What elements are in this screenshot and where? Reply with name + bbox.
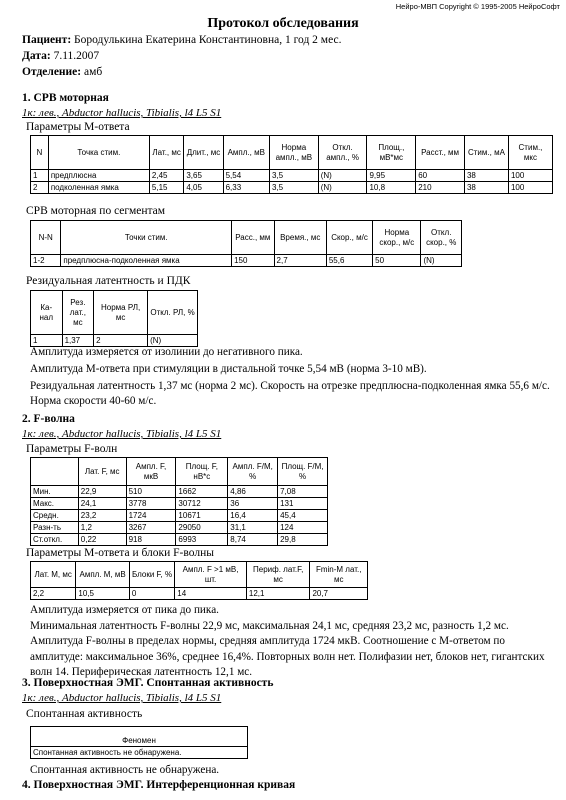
table-header-cell: Ампл., мВ — [223, 136, 269, 170]
table-header-cell: Откл. скор., % — [421, 221, 462, 255]
section-4-title: 4. Поверхностная ЭМГ. Интерференционная кривая — [22, 779, 296, 791]
table-cell: 24,1 — [78, 498, 126, 510]
table-header-cell: Скор., м/с — [326, 221, 372, 255]
table-header-row — [31, 291, 198, 335]
table-cell: 4,86 — [228, 486, 278, 498]
spontaneous-table — [30, 726, 248, 759]
table-cell: 2,45 — [149, 170, 183, 182]
table-header-cell: Откл. РЛ, % — [148, 291, 198, 335]
f-waves-table — [30, 457, 328, 546]
segments-table — [30, 220, 462, 267]
s2-paragraph-1: Амплитуда измеряется от пика до пика. — [30, 604, 219, 616]
table-cell: 9,95 — [367, 170, 416, 182]
table-cell: (N) — [318, 182, 367, 194]
table-cell: 60 — [416, 170, 465, 182]
table-cell: 3778 — [126, 498, 176, 510]
table-cell: 10,5 — [76, 588, 129, 600]
table-header-cell: Блоки F, % — [129, 562, 174, 588]
table-row — [31, 588, 368, 600]
table-cell: 100 — [508, 170, 552, 182]
table-cell: 3,5 — [269, 170, 318, 182]
s1-paragraph-2: Амплитуда М-ответа при стимуляции в дистальной точке 5,54 мВ (норма 3-10 мВ). — [30, 363, 427, 375]
table-row — [31, 255, 462, 267]
section-2-title: 2. F-волна — [22, 413, 75, 425]
table-cell: 1-2 — [31, 255, 61, 267]
section-2-subtitle: 1к: лев., Abductor hallucis, Tibialis, l4 L5 S1 — [22, 428, 222, 440]
table-header-cell: Ка- нал — [31, 291, 63, 335]
table-cell: Макс. — [31, 498, 79, 510]
table-row — [31, 182, 553, 194]
table-cell: 0 — [129, 588, 174, 600]
s2-paragraph-2: Минимальная латентность F-волны 22,9 мс, максимальная 24,1 мс, средняя 23,2 мс, разность 1,2 мс. Амплитуда F-волны в пределах нормы, средняя амплитуда 1724 мкВ. Соотношение с М-ответом по амплитуде: максимальное 36%, среднее 16,4%. Повторных волн нет. Полифазии нет, блоков нет, гигантских волн 14. Периферическая латентность 12,1 мс. — [30, 620, 545, 679]
table-header-cell: N — [31, 136, 49, 170]
table-header-cell: Периф. лат.F, мс — [246, 562, 310, 588]
table-header-cell: Расс., мм — [232, 221, 274, 255]
f-waves-caption: Параметры F-волн — [26, 443, 118, 455]
table-cell: 2 — [31, 182, 49, 194]
segments-caption: СРВ моторная по сегментам — [26, 205, 166, 217]
table-header-row — [31, 727, 248, 747]
section-1-title: 1. СРВ моторная — [22, 92, 109, 104]
table-header-cell: Феномен — [31, 727, 248, 747]
table-cell: 7,08 — [278, 486, 328, 498]
m-response-blocks-table — [30, 561, 368, 600]
s3-paragraph-1: Спонтанная активность не обнаружена. — [30, 764, 220, 776]
table-cell: 29050 — [176, 522, 228, 534]
table-header-cell: Время., мс — [274, 221, 326, 255]
table-cell: 0,22 — [78, 534, 126, 546]
table-row — [31, 498, 328, 510]
table-header-cell: Площ. F/M, % — [278, 458, 328, 486]
table-cell: 4,05 — [184, 182, 223, 194]
table-header-cell: Лат. М, мс — [31, 562, 76, 588]
table-row — [31, 747, 248, 759]
table-header-cell: Рез. лат., мс — [62, 291, 94, 335]
table-header-cell: Норма ампл., мВ — [269, 136, 318, 170]
m-response-caption: Параметры М-ответа — [26, 121, 130, 133]
table-cell: 31,1 — [228, 522, 278, 534]
table-cell: 38 — [464, 170, 508, 182]
section-1-subtitle: 1к: лев., Abductor hallucis, Tibialis, l4 L5 S1 — [22, 107, 222, 119]
s1-paragraph-3: Резидуальная латентность 1,37 мс (норма 2 мс). Скорость на отрезке предплюсна-подколенная ямка 55,6 м/с. Норма скорости 40-60 м/с. — [30, 380, 550, 408]
table-cell: Спонтанная активность не обнаружена. — [31, 747, 248, 759]
m-response-table — [30, 135, 553, 194]
table-cell: 12,1 — [246, 588, 310, 600]
table-header-cell: Площ., мВ*мс — [367, 136, 416, 170]
date-line: Дата: 7.11.2007 — [22, 50, 100, 62]
table-header-cell: Ампл. F, мкВ — [126, 458, 176, 486]
table-cell: 10671 — [176, 510, 228, 522]
table-row — [31, 510, 328, 522]
table-cell: 23,2 — [78, 510, 126, 522]
residual-latency-caption: Резидуальная латентность и ПДК — [26, 275, 191, 287]
table-header-cell: Расст., мм — [416, 136, 465, 170]
table-header-cell: Норма РЛ, мс — [94, 291, 148, 335]
table-row — [31, 534, 328, 546]
table-cell: 3,65 — [184, 170, 223, 182]
table-cell: 36 — [228, 498, 278, 510]
table-header-row — [31, 562, 368, 588]
table-cell: 210 — [416, 182, 465, 194]
table-header-row — [31, 221, 462, 255]
spontaneous-caption: Спонтанная активность — [26, 708, 143, 720]
table-cell: 6,33 — [223, 182, 269, 194]
table-cell: 38 — [464, 182, 508, 194]
table-row — [31, 486, 328, 498]
table-cell: 1 — [31, 170, 49, 182]
table-row — [31, 522, 328, 534]
table-row — [31, 170, 553, 182]
table-cell: 5,54 — [223, 170, 269, 182]
table-header-row — [31, 136, 553, 170]
table-cell: 1,37 — [62, 335, 94, 347]
table-cell: 6993 — [176, 534, 228, 546]
section-3-title: 3. Поверхностная ЭМГ. Спонтанная активность — [22, 677, 274, 689]
table-cell: 45,4 — [278, 510, 328, 522]
table-cell: (N) — [318, 170, 367, 182]
table-cell: (N) — [421, 255, 462, 267]
table-header-cell: Стим., мкс — [508, 136, 552, 170]
table-header-cell: Норма скор., м/с — [373, 221, 421, 255]
table-cell: 29,8 — [278, 534, 328, 546]
table-cell: (N) — [148, 335, 198, 347]
table-header-cell: Лат., мс — [149, 136, 183, 170]
table-header-cell: Ампл. F/M, % — [228, 458, 278, 486]
table-cell: 5,15 — [149, 182, 183, 194]
table-header-cell: Fmin-M лат., мс — [310, 562, 368, 588]
s1-paragraph-1: Амплитуда измеряется от изолинии до негативного пика. — [30, 346, 303, 358]
table-cell: 3267 — [126, 522, 176, 534]
residual-latency-table — [30, 290, 198, 347]
table-cell: 8,74 — [228, 534, 278, 546]
table-cell: 16,4 — [228, 510, 278, 522]
table-cell: Разн-ть — [31, 522, 79, 534]
patient-line: Пациент: Бородулькина Екатерина Константиновна, 1 год 2 мес. — [22, 34, 342, 46]
table-header-cell: N-N — [31, 221, 61, 255]
table-cell: 124 — [278, 522, 328, 534]
section-3-subtitle: 1к: лев., Abductor hallucis, Tibialis, l4 L5 S1 — [22, 692, 222, 704]
table-cell: 2,2 — [31, 588, 76, 600]
table-cell: 55,6 — [326, 255, 372, 267]
table-cell: 10,8 — [367, 182, 416, 194]
department-line: Отделение: амб — [22, 66, 103, 78]
table-header-cell: Точка стим. — [48, 136, 149, 170]
table-cell: 2 — [94, 335, 148, 347]
table-cell: предплюсна — [48, 170, 149, 182]
table-header-cell: Ампл. М, мВ — [76, 562, 129, 588]
table-cell: 14 — [175, 588, 247, 600]
table-cell: 918 — [126, 534, 176, 546]
table-cell: Мин. — [31, 486, 79, 498]
table-cell: Средн. — [31, 510, 79, 522]
table-cell: 100 — [508, 182, 552, 194]
table-cell: предплюсна-подколенная ямка — [61, 255, 232, 267]
table-cell: 1,2 — [78, 522, 126, 534]
table-header-cell: Длит., мс — [184, 136, 223, 170]
table-header-cell: Ампл. F >1 мВ, шт. — [175, 562, 247, 588]
table-header-cell: Площ. F, нВ*с — [176, 458, 228, 486]
table-cell: 3,5 — [269, 182, 318, 194]
page-title: Протокол обследования — [207, 16, 359, 31]
table-cell: 20,7 — [310, 588, 368, 600]
table-cell: подколенная ямка — [48, 182, 149, 194]
table-header-cell: Стим., мА — [464, 136, 508, 170]
table-cell: 50 — [373, 255, 421, 267]
m-response-blocks-caption: Параметры М-ответа и блоки F-волны — [26, 547, 214, 559]
table-cell: 1 — [31, 335, 63, 347]
table-cell: 30712 — [176, 498, 228, 510]
table-header-cell: Точки стим. — [61, 221, 232, 255]
table-cell: 1724 — [126, 510, 176, 522]
table-cell: 22,9 — [78, 486, 126, 498]
table-cell: 131 — [278, 498, 328, 510]
table-cell: 510 — [126, 486, 176, 498]
table-header-cell: Откл. ампл., % — [318, 136, 367, 170]
table-header-cell — [31, 458, 79, 486]
copyright: Нейро-МВП Copyright © 1995-2005 НейроСофт — [395, 2, 560, 11]
table-cell: 1662 — [176, 486, 228, 498]
table-header-row — [31, 458, 328, 486]
table-cell: Ст.откл. — [31, 534, 79, 546]
table-cell: 2,7 — [274, 255, 326, 267]
table-header-cell: Лат. F, мс — [78, 458, 126, 486]
table-cell: 150 — [232, 255, 274, 267]
